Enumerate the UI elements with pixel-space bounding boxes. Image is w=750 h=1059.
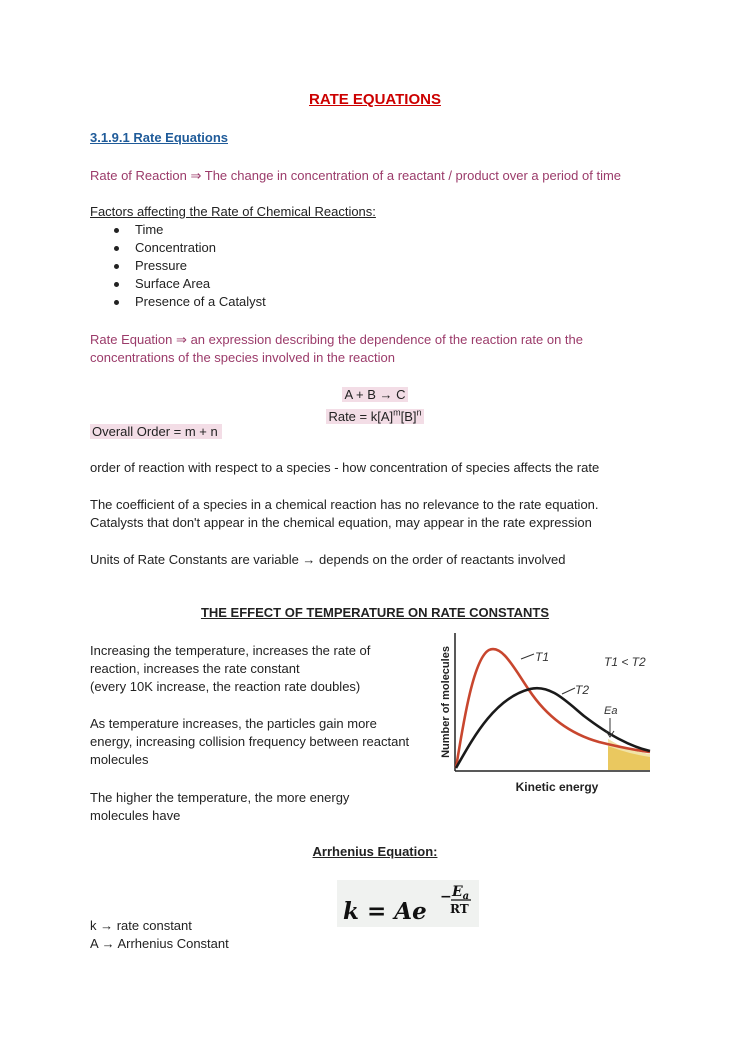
activation-energy-label: Ea [604,705,618,717]
text-line: energy, increasing collision frequency between reactant [90,734,410,749]
t1-leader-line [521,654,534,659]
definition-k: k → rate constant [90,918,192,933]
list-item: Pressure [90,257,490,275]
text-line: molecules [90,752,149,767]
exponent-n: n [416,408,422,418]
section-heading[interactable]: 3.1.9.1 Rate Equations [90,130,228,145]
t2-leader-line [562,688,575,694]
text-line: molecules have [90,808,181,823]
units-note: Units of Rate Constants are variable → depends on the order of reactants involved [90,552,566,567]
exponent-numerator: $E_a$ [452,884,470,902]
order-definition: order of reaction with respect to a species - how concentration of species affects the rate [90,460,600,475]
exponent-denominator: RT [450,902,469,916]
text-line: As temperature increases, the particles gain more [90,716,377,731]
list-item: Time [90,221,490,239]
y-axis-label: Number of molecules [440,646,452,758]
coefficient-note-line2: Catalysts that don't appear in the chemical equation, may appear in the rate expression [90,515,592,530]
exponent-m: m [393,408,401,418]
implies-arrow: ⇒ [176,332,187,347]
list-item: Concentration [90,239,490,257]
text-line: (every 10K increase, the reaction rate doubles) [90,679,361,694]
inequality-label: T1 < T2 [604,655,646,669]
arrhenius-formula-graphic [337,880,479,927]
page-title: RATE EQUATIONS [309,91,441,108]
rate-expression-text [326,409,423,424]
definition-text: The change in concentration of a reactant / product over a period of time [204,168,622,183]
list-item: Surface Area [90,275,490,293]
reaction-equation [0,386,750,404]
coefficient-note-line1: The coefficient of a species in a chemical reaction has no relevance to the rate equation. [90,497,599,512]
arrhenius-heading: Arrhenius Equation: [312,844,438,859]
term-label: Rate Equation [90,332,173,347]
definition-a: A → Arrhenius Constant [90,936,229,951]
exponent-sign: − [440,889,452,905]
rate-mid: [B] [400,409,417,425]
factors-heading: Factors affecting the Rate of Chemical Reactions: [90,204,376,219]
text-line: The higher the temperature, the more energy [90,790,350,805]
t2-label: T2 [575,683,590,697]
list-item: Presence of a Catalyst [90,293,490,311]
definition-text: an expression describing the dependence of the reaction rate on the [190,332,583,347]
term-label: Rate of Reaction [90,168,187,183]
formula-lhs: k = Ae [343,898,427,925]
rate-equation-definition [90,331,670,367]
t1-label: T1 [535,650,550,664]
rate-prefix: Rate = k[A] [328,409,394,425]
overall-order-text: Overall Order = m + n [90,424,222,439]
maxwell-boltzmann-chart [434,628,664,800]
text-line: Increasing the temperature, increases the rate of [90,643,371,658]
equation-text: A + B → C [344,387,406,402]
temperature-paragraph-3 [90,789,440,825]
temperature-paragraph-2 [90,715,440,769]
text-line: reaction, increases the rate constant [90,661,300,676]
rate-of-reaction-definition [90,167,621,185]
x-axis-label: Kinetic energy [515,780,599,794]
implies-arrow: ⇒ [190,168,202,183]
temperature-heading: THE EFFECT OF TEMPERATURE ON RATE CONSTANTS [200,605,550,620]
factors-list [90,221,490,311]
arrhenius-formula [337,880,479,927]
overall-order [90,423,222,441]
temperature-paragraph-1 [90,642,440,696]
definition-text: concentrations of the species involved in the reaction [90,350,395,365]
